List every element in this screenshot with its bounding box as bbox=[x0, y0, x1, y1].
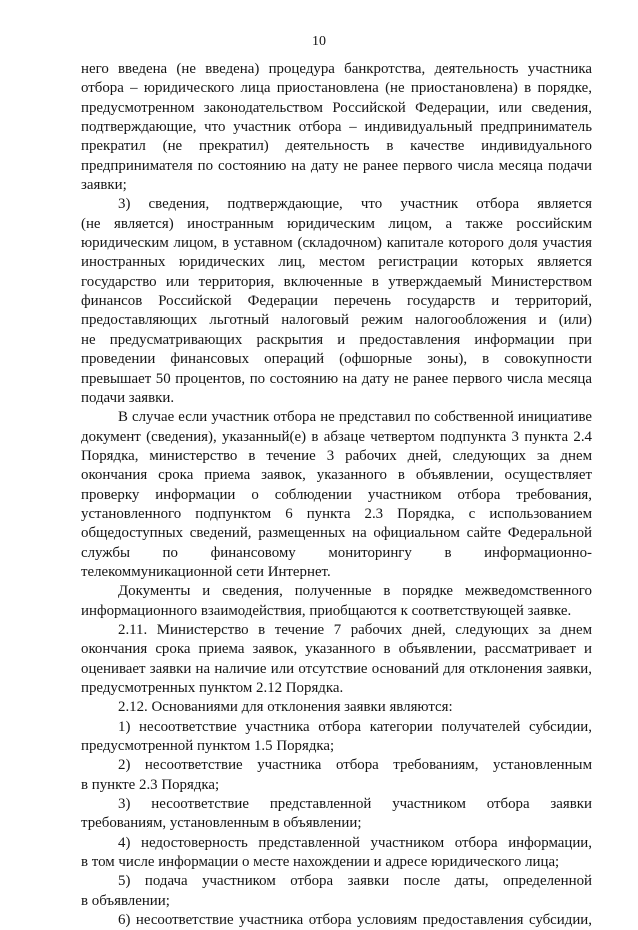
document-body bbox=[81, 60, 592, 930]
text-line: в объявлении; bbox=[81, 892, 170, 909]
text-line: 2.12. Основаниями для отклонения заявки являются: bbox=[118, 699, 453, 716]
text-line: юридическим лицом, в уставном (складочном) капитале которого доля участия bbox=[81, 235, 592, 252]
text-line: не предусматривающих раскрытия и предоставления информации при bbox=[81, 331, 592, 348]
text-line: прекратил (не прекратил) деятельность в качестве индивидуального bbox=[81, 138, 592, 155]
text-line: окончания срока приема заявок, указанного в объявлении, рассматривает и bbox=[81, 641, 592, 658]
text-line: телекоммуникационной сети Интернет. bbox=[81, 563, 331, 580]
page-number: 10 bbox=[312, 34, 326, 49]
text-line: превышает 50 процентов, по состоянию на дату не ранее первого числа месяца bbox=[81, 370, 592, 387]
text-line: Документы и сведения, полученные в порядке межведомственного bbox=[118, 583, 592, 600]
text-line: заявки; bbox=[81, 177, 127, 194]
text-line: него введена (не введена) процедура банкротства, деятельность участника bbox=[81, 61, 592, 77]
text-line: предусмотренных пунктом 2.12 Порядка. bbox=[81, 680, 344, 696]
text-line: В случае если участник отбора не представил по собственной инициативе bbox=[118, 409, 592, 426]
text-line: в пункте 2.3 Порядка; bbox=[81, 776, 220, 793]
text-line: 4) недостоверность представленной участником отбора информации, bbox=[118, 834, 592, 851]
text-line: Порядка, министерство в течение 3 рабочих дней, следующих за днем bbox=[81, 447, 592, 464]
text-line: отбора – юридического лица приостановлена (не приостановлена) в порядке, bbox=[81, 80, 592, 97]
text-line: установленного подпунктом 6 пункта 2.3 Порядка, с использованием bbox=[81, 505, 592, 522]
text-line: предоставляющих льготный налоговый режим налогообложения и (или) bbox=[81, 312, 592, 329]
text-line: проведении финансовых операций (офшорные зоны), в совокупности bbox=[81, 351, 592, 368]
text-line: 2) несоответствие участника отбора требованиям, установленным bbox=[118, 757, 592, 774]
text-line: службы по финансовому мониторингу в информационно- bbox=[81, 544, 592, 561]
text-line: документ (сведения), указанный(е) в абзаце четвертом подпункта 3 пункта 2.4 bbox=[81, 428, 592, 445]
text-line: 3) несоответствие представленной участником отбора заявки bbox=[118, 796, 592, 813]
text-line: требованиям, установленным в объявлении; bbox=[81, 815, 362, 832]
text-line: общедоступных сведений, размещенных на официальном сайте Федеральной bbox=[81, 525, 592, 542]
text-line: иностранных юридических лиц, местом регистрации которых является bbox=[81, 254, 592, 271]
text-line: предпринимателя по состоянию на дату не ранее первого числа месяца подачи bbox=[81, 157, 592, 174]
text-line: 3) сведения, подтверждающие, что участник отбора является bbox=[118, 196, 592, 213]
text-line: 5) подача участником отбора заявки после даты, определенной bbox=[118, 873, 592, 890]
text-line: подачи заявки. bbox=[81, 389, 175, 406]
text-line: предусмотренной пунктом 1.5 Порядка; bbox=[81, 738, 335, 755]
text-line: 1) несоответствие участника отбора категории получателей субсидии, bbox=[118, 718, 592, 735]
text-line: в том числе информации о месте нахождении и адресе юридического лица; bbox=[81, 854, 560, 871]
text-line: подтверждающие, что участник отбора – индивидуальный предприниматель bbox=[81, 119, 592, 136]
text-line: оценивает заявки на наличие или отсутствие оснований для отклонения заявки, bbox=[81, 660, 592, 677]
text-line: предусмотренном законодательством Российской Федерации, или сведения, bbox=[81, 99, 592, 116]
text-line: 6) несоответствие участника отбора условиям предоставления субсидии, bbox=[118, 912, 592, 929]
text-line: (не является) иностранным юридическим лицом, а также российским bbox=[81, 215, 592, 232]
text-line: информационного взаимодействия, приобщаются к соответствующей заявке. bbox=[81, 602, 572, 619]
text-line: окончания срока приема заявок, указанного в объявлении, осуществляет bbox=[81, 467, 592, 484]
text-line: государство или территория, включенные в утверждаемый Министерством bbox=[81, 273, 592, 290]
text-line: финансов Российской Федерации перечень государств и территорий, bbox=[81, 293, 592, 310]
text-line: проверку информации о соблюдении участником отбора требования, bbox=[81, 486, 592, 503]
text-line: 2.11. Министерство в течение 7 рабочих дней, следующих за днем bbox=[118, 621, 592, 638]
